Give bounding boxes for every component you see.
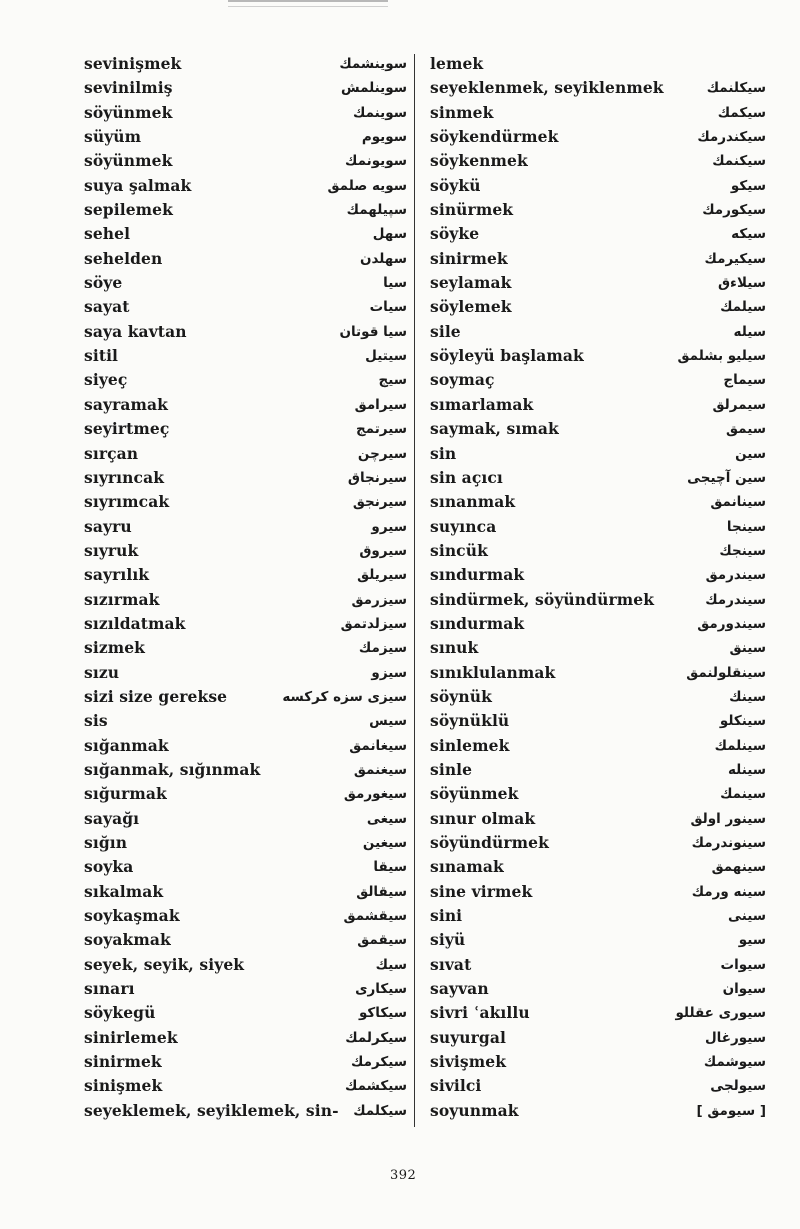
- dictionary-entry: [430, 76, 766, 100]
- entry-transliteration: suya şalmak: [84, 175, 192, 195]
- dictionary-entry: [84, 928, 407, 952]
- entry-transliteration: sitil: [84, 346, 119, 366]
- dictionary-entry: [430, 758, 766, 782]
- entry-transliteration: sinlemek: [430, 735, 510, 755]
- entry-arabic-script: سين: [735, 445, 766, 462]
- dictionary-entry: [84, 1001, 407, 1025]
- entry-transliteration: söykendürmek: [430, 127, 559, 147]
- entry-transliteration: sınuk: [430, 638, 479, 658]
- dictionary-entry: [84, 636, 407, 660]
- dictionary-entry: [430, 539, 766, 563]
- entry-arabic-script: سينمك: [720, 786, 766, 803]
- column-divider: [414, 54, 415, 1127]
- entry-transliteration: sığanmak: [84, 735, 169, 755]
- dictionary-entry: [430, 198, 766, 222]
- entry-transliteration: sınarı: [84, 979, 135, 999]
- entry-arabic-script: سيقمق: [357, 932, 407, 949]
- dictionary-entry: [84, 734, 407, 758]
- dictionary-entry: [84, 368, 407, 392]
- dictionary-entry: [430, 368, 766, 392]
- entry-arabic-script: سينانمق: [710, 494, 766, 511]
- entry-arabic-script: سيرنجق: [352, 494, 407, 511]
- dictionary-entry: [84, 1026, 407, 1050]
- right-column: [430, 52, 766, 1123]
- entry-arabic-script: سيغورمق: [343, 786, 407, 803]
- dictionary-entry: [430, 295, 766, 319]
- entry-transliteration: sırçan: [84, 443, 139, 463]
- dictionary-entry: [84, 271, 407, 295]
- dictionary-entry: [84, 125, 407, 149]
- dictionary-entry: [84, 417, 407, 441]
- entry-transliteration: sıvat: [430, 954, 472, 974]
- entry-transliteration: seyeklenmek, seyiklenmek: [430, 78, 664, 98]
- entry-transliteration: seylamak: [430, 273, 512, 293]
- dictionary-entry: [84, 880, 407, 904]
- entry-transliteration: söye: [84, 273, 123, 293]
- entry-arabic-script: سيكرلمك: [345, 1029, 407, 1046]
- dictionary-entry: [84, 149, 407, 173]
- entry-arabic-script: سيمق: [725, 421, 766, 438]
- entry-transliteration: siyü: [430, 930, 466, 950]
- entry-transliteration: söynüklü: [430, 711, 510, 731]
- entry-arabic-script: سيقشمق: [343, 908, 407, 925]
- entry-arabic-script: سينجك: [719, 542, 766, 559]
- entry-transliteration: soyakmak: [84, 930, 171, 950]
- dictionary-entry: [430, 393, 766, 417]
- entry-transliteration: sındurmak: [430, 613, 525, 633]
- entry-arabic-script: [ سيومق ]: [696, 1102, 766, 1119]
- dictionary-entry: [430, 222, 766, 246]
- entry-transliteration: söyünmek: [84, 102, 173, 122]
- entry-arabic-script: سينق: [729, 640, 766, 657]
- entry-transliteration: sevinişmek: [84, 54, 182, 73]
- entry-transliteration: sığın: [84, 833, 128, 852]
- dictionary-entry: [430, 928, 766, 952]
- entry-transliteration: sıyruk: [84, 540, 139, 560]
- entry-arabic-script: سيوات: [720, 956, 766, 973]
- dictionary-entry: [84, 490, 407, 514]
- dictionary-entry: [84, 758, 407, 782]
- entry-arabic-script: سيس: [369, 713, 407, 730]
- entry-transliteration: sevinilmiş: [84, 78, 173, 98]
- entry-arabic-script: سپيلهمك: [346, 202, 407, 219]
- entry-transliteration: suyınca: [430, 516, 497, 536]
- entry-arabic-script: سينهمق: [711, 859, 766, 876]
- entry-arabic-script: سيكو: [730, 177, 766, 194]
- entry-arabic-script: سينى: [728, 908, 766, 925]
- entry-transliteration: lemek: [430, 54, 484, 73]
- dictionary-entry: [430, 709, 766, 733]
- entry-arabic-script: سيقالق: [356, 883, 407, 900]
- entry-transliteration: sayru: [84, 516, 132, 536]
- entry-arabic-script: سيماج: [723, 372, 766, 389]
- entry-arabic-script: سيرو: [371, 518, 407, 535]
- entry-arabic-script: سينجا: [726, 518, 766, 535]
- dictionary-entry: [430, 1050, 766, 1074]
- entry-arabic-script: سينوندرمك: [691, 835, 766, 851]
- entry-transliteration: söyünmek: [84, 151, 173, 171]
- dictionary-entry: [430, 588, 766, 612]
- entry-arabic-script: سينكلو: [719, 713, 766, 730]
- dictionary-entry: [84, 52, 407, 76]
- entry-arabic-script: سيكشمك: [345, 1078, 407, 1095]
- entry-transliteration: sehel: [84, 224, 131, 244]
- entry-arabic-script: سيكه: [731, 226, 766, 243]
- dictionary-entry: [84, 539, 407, 563]
- entry-arabic-script: سيكيرمك: [704, 250, 766, 267]
- entry-transliteration: sayat: [84, 297, 130, 317]
- dictionary-entry: [430, 1026, 766, 1050]
- entry-arabic-script: سيكاكو: [358, 1005, 407, 1022]
- dictionary-entry: [84, 344, 407, 368]
- entry-arabic-script: سيلاءق: [717, 275, 766, 292]
- entry-transliteration: sıkalmak: [84, 881, 164, 901]
- dictionary-entry: [430, 782, 766, 806]
- dictionary-entry: [430, 149, 766, 173]
- entry-transliteration: sizi size gerekse: [84, 686, 228, 706]
- entry-arabic-script: سيكنمك: [712, 153, 766, 170]
- entry-arabic-script: سيج: [378, 372, 407, 389]
- entry-transliteration: sınıklulanmak: [430, 662, 556, 682]
- dictionary-entry: [430, 515, 766, 539]
- dictionary-entry: [84, 198, 407, 222]
- entry-transliteration: söykü: [430, 175, 481, 195]
- entry-arabic-script: سيكارى: [355, 981, 407, 998]
- entry-arabic-script: سيزلدتمق: [340, 615, 407, 632]
- dictionary-entry: [430, 125, 766, 149]
- entry-transliteration: sivri ʿakıllu: [430, 1003, 530, 1023]
- entry-transliteration: sınur olmak: [430, 808, 536, 828]
- dictionary-entry: [84, 222, 407, 246]
- entry-arabic-script: سيكمك: [717, 104, 766, 121]
- entry-arabic-script: سيك: [375, 956, 407, 973]
- entry-transliteration: sinmek: [430, 102, 494, 122]
- dictionary-entry: [430, 247, 766, 271]
- entry-transliteration: sayrılık: [84, 565, 150, 585]
- entry-arabic-script: سيورغال: [704, 1029, 766, 1046]
- entry-arabic-script: سيغى: [366, 810, 407, 827]
- entry-transliteration: sayramak: [84, 394, 168, 414]
- dictionary-entry: [84, 807, 407, 831]
- entry-transliteration: siyeç: [84, 370, 128, 390]
- entry-transliteration: sayağı: [84, 808, 140, 828]
- entry-arabic-script: سيزى سزه كركسه: [282, 688, 407, 705]
- dictionary-entry: [430, 466, 766, 490]
- entry-transliteration: saymak, sımak: [430, 419, 559, 439]
- dictionary-entry: [430, 1099, 766, 1123]
- dictionary-entry: [84, 709, 407, 733]
- dictionary-entry: [84, 320, 407, 344]
- dictionary-entry: [430, 101, 766, 125]
- entry-arabic-script: سويوم: [361, 129, 407, 146]
- entry-transliteration: söyleyü başlamak: [430, 346, 584, 366]
- dictionary-entry: [430, 904, 766, 928]
- entry-transliteration: soymaç: [430, 370, 495, 390]
- entry-transliteration: soykaşmak: [84, 906, 180, 926]
- dictionary-entry: [84, 174, 407, 198]
- dictionary-entry: [84, 101, 407, 125]
- entry-arabic-script: سينقلولنمق: [686, 664, 766, 681]
- entry-transliteration: süyüm: [84, 127, 142, 147]
- dictionary-entry: [84, 661, 407, 685]
- dictionary-entry: [84, 295, 407, 319]
- entry-arabic-script: سيرتمج: [355, 421, 407, 438]
- dictionary-entry: [84, 76, 407, 100]
- entry-transliteration: sayvan: [430, 979, 489, 999]
- dictionary-entry: [84, 393, 407, 417]
- entry-transliteration: sepilemek: [84, 200, 173, 220]
- entry-transliteration: söyünmek: [430, 784, 519, 804]
- entry-arabic-script: سيريلق: [357, 567, 407, 584]
- entry-arabic-script: سيغين: [362, 835, 407, 851]
- entry-arabic-script: سيورى عقللو: [675, 1005, 766, 1022]
- entry-arabic-script: سيرچن: [357, 445, 407, 462]
- dictionary-entry: [430, 1074, 766, 1098]
- dictionary-entry: [430, 174, 766, 198]
- entry-transliteration: sıyrıncak: [84, 467, 165, 487]
- entry-arabic-script: سيمرلق: [712, 396, 766, 413]
- entry-arabic-script: سيا قوتان: [339, 323, 407, 340]
- entry-transliteration: suyurgal: [430, 1027, 507, 1047]
- dictionary-entry: [84, 904, 407, 928]
- entry-transliteration: sini: [430, 906, 463, 926]
- left-column: [84, 52, 407, 1123]
- dictionary-entry: [430, 320, 766, 344]
- entry-transliteration: söykenmek: [430, 151, 528, 171]
- entry-arabic-script: سيغانمق: [349, 737, 407, 754]
- entry-transliteration: sinirlemek: [84, 1027, 178, 1047]
- entry-arabic-script: سيوشمك: [703, 1054, 766, 1071]
- entry-arabic-script: سيو: [738, 932, 766, 949]
- dictionary-entry: [430, 442, 766, 466]
- dictionary-entry: [430, 612, 766, 636]
- page-number: 392: [390, 1168, 417, 1183]
- entry-arabic-script: سيتيل: [365, 348, 407, 365]
- dictionary-entry: [430, 563, 766, 587]
- dictionary-entry: [84, 855, 407, 879]
- entry-transliteration: sizmek: [84, 638, 146, 658]
- entry-transliteration: sehelden: [84, 248, 163, 268]
- entry-transliteration: sile: [430, 321, 461, 341]
- entry-arabic-script: سيندرمك: [705, 591, 766, 608]
- dictionary-entry: [430, 1001, 766, 1025]
- entry-arabic-script: سينه ورمك: [691, 883, 766, 900]
- dictionary-entry: [430, 880, 766, 904]
- entry-arabic-script: سيات: [369, 299, 407, 316]
- entry-transliteration: sınanmak: [430, 492, 516, 512]
- entry-transliteration: sinirmek: [430, 248, 508, 268]
- entry-transliteration: söyündürmek: [430, 833, 549, 852]
- dictionary-entry: [430, 661, 766, 685]
- entry-arabic-script: سهلدن: [359, 250, 407, 267]
- dictionary-entry: [84, 953, 407, 977]
- dictionary-entry: [84, 563, 407, 587]
- dictionary-entry: [430, 807, 766, 831]
- dictionary-entry: [84, 977, 407, 1001]
- dictionary-entry: [430, 636, 766, 660]
- dictionary-entry: [430, 52, 718, 76]
- entry-arabic-script: سيندرمق: [705, 567, 766, 584]
- entry-arabic-script: سينلمك: [714, 737, 766, 754]
- entry-arabic-script: سيندورمق: [697, 615, 766, 632]
- dictionary-entry: [430, 417, 766, 441]
- entry-arabic-script: سيغنمق: [353, 761, 407, 778]
- dictionary-entry: [84, 515, 407, 539]
- dictionary-entry: [84, 685, 407, 709]
- entry-arabic-script: سيولجى: [710, 1078, 766, 1095]
- entry-arabic-script: سوينلمش: [341, 80, 407, 97]
- entry-arabic-script: سيزمك: [358, 640, 407, 657]
- entry-arabic-script: سيا: [383, 275, 407, 292]
- entry-transliteration: saya kavtan: [84, 321, 187, 341]
- entry-transliteration: sındurmak: [430, 565, 525, 585]
- entry-arabic-script: سين آچيجى: [687, 469, 766, 486]
- entry-arabic-script: سيروق: [359, 542, 407, 559]
- entry-arabic-script: سيزرمق: [351, 591, 407, 608]
- entry-transliteration: söynük: [430, 686, 492, 706]
- dictionary-entry: [430, 855, 766, 879]
- entry-transliteration: sivişmek: [430, 1052, 507, 1072]
- entry-transliteration: sıyrımcak: [84, 492, 170, 512]
- entry-arabic-script: سيزو: [371, 664, 407, 681]
- entry-transliteration: söyke: [430, 224, 480, 244]
- dictionary-entry: [84, 612, 407, 636]
- entry-arabic-script: سيقا: [373, 859, 407, 876]
- dictionary-entry: [84, 782, 407, 806]
- entry-transliteration: sinirmek: [84, 1052, 162, 1072]
- entry-transliteration: sımarlamak: [430, 394, 534, 414]
- entry-arabic-script: سينور اولق: [690, 810, 766, 827]
- dictionary-entry: [430, 831, 766, 855]
- entry-arabic-script: سيكورمك: [702, 202, 766, 219]
- entry-arabic-script: سويه صلمق: [327, 177, 407, 194]
- entry-arabic-script: سوينشمك: [339, 56, 407, 72]
- entry-arabic-script: سيرنجاق: [347, 469, 407, 486]
- dictionary-entry: [430, 490, 766, 514]
- entry-transliteration: sığurmak: [84, 784, 167, 804]
- entry-arabic-script: سيكلنمك: [706, 80, 766, 97]
- entry-arabic-script: سويونمك: [345, 153, 407, 170]
- entry-transliteration: sızıldatmak: [84, 613, 186, 633]
- entry-transliteration: sine virmek: [430, 881, 533, 901]
- dictionary-entry: [84, 1074, 407, 1098]
- entry-arabic-script: سينله: [728, 761, 766, 778]
- dictionary-entry: [84, 831, 407, 855]
- entry-arabic-script: سيكرمك: [351, 1054, 407, 1071]
- entry-transliteration: soyunmak: [430, 1100, 519, 1120]
- entry-arabic-script: سيله: [733, 323, 766, 340]
- entry-arabic-script: سيليو بشلمق: [677, 348, 766, 365]
- entry-arabic-script: سيوان: [722, 981, 766, 998]
- entry-transliteration: sindürmek, söyündürmek: [430, 589, 655, 609]
- dictionary-entry: [430, 734, 766, 758]
- dictionary-entry: [84, 1099, 407, 1123]
- entry-transliteration: sivilci: [430, 1076, 482, 1096]
- entry-arabic-script: سيرامق: [354, 396, 407, 413]
- entry-transliteration: sızu: [84, 662, 120, 682]
- dictionary-entry: [430, 977, 766, 1001]
- top-rule: [228, 0, 388, 7]
- entry-transliteration: söykegü: [84, 1003, 156, 1023]
- dictionary-entry: [84, 588, 407, 612]
- entry-arabic-script: سيكلمك: [353, 1102, 407, 1119]
- entry-arabic-script: سهل: [372, 226, 407, 243]
- entry-arabic-script: سينك: [729, 688, 766, 705]
- entry-transliteration: sinişmek: [84, 1076, 163, 1096]
- dictionary-entry: [430, 953, 766, 977]
- entry-arabic-script: سيلمك: [720, 299, 766, 316]
- dictionary-entry: [430, 271, 766, 295]
- entry-transliteration: sis: [84, 711, 108, 731]
- entry-transliteration: sınamak: [430, 857, 504, 877]
- entry-transliteration: sinürmek: [430, 200, 514, 220]
- dictionary-entry: [430, 344, 766, 368]
- dictionary-entry: [84, 1050, 407, 1074]
- dictionary-entry: [84, 466, 407, 490]
- dictionary-entry: [430, 685, 766, 709]
- entry-transliteration: seyek, seyik, siyek: [84, 954, 245, 974]
- entry-transliteration: sızırmak: [84, 589, 160, 609]
- entry-transliteration: soyka: [84, 857, 134, 877]
- entry-transliteration: sığanmak, sığınmak: [84, 759, 261, 779]
- entry-arabic-script: سيكندرمك: [697, 129, 766, 146]
- entry-transliteration: sin: [430, 443, 457, 463]
- entry-transliteration: sinle: [430, 759, 473, 779]
- entry-transliteration: sin açıcı: [430, 467, 503, 487]
- entry-transliteration: seyeklemek, seyiklemek, sin-: [84, 1100, 339, 1120]
- dictionary-entry: [84, 442, 407, 466]
- entry-arabic-script: سوينمك: [353, 104, 407, 121]
- entry-transliteration: söylemek: [430, 297, 512, 317]
- dictionary-entry: [84, 247, 407, 271]
- entry-transliteration: sincük: [430, 540, 488, 560]
- entry-transliteration: seyirtmeç: [84, 419, 170, 439]
